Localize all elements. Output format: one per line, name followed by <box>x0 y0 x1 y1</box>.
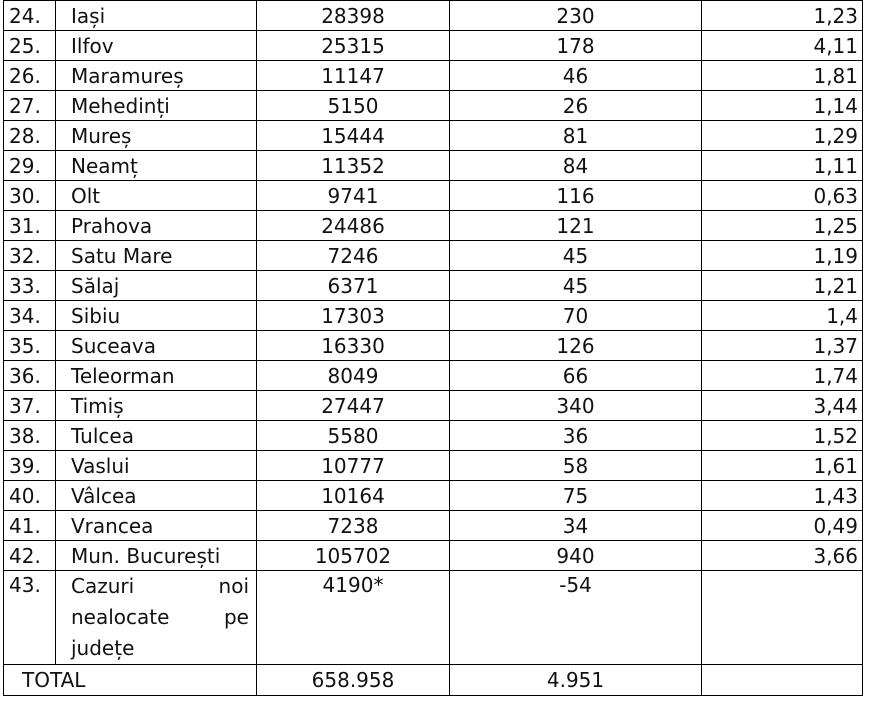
table-row <box>4 481 863 511</box>
row-number: 32. <box>4 241 56 271</box>
table-row <box>4 241 863 271</box>
county-name-cell: Olt <box>56 181 257 211</box>
row-number: 28. <box>4 121 56 151</box>
total-cases-cell: 5150 <box>257 91 450 121</box>
row-number: 31. <box>4 211 56 241</box>
new-cases-cell: 81 <box>450 121 702 151</box>
incidence-rate-cell: 1,4 <box>702 301 863 331</box>
county-name-cell: Maramureș <box>56 61 257 91</box>
table-row <box>4 121 863 151</box>
total-cases-cell: 105702 <box>257 541 450 571</box>
row-number: 42. <box>4 541 56 571</box>
incidence-rate-cell: 1,19 <box>702 241 863 271</box>
incidence-rate-cell: 1,43 <box>702 481 863 511</box>
incidence-rate-cell: 0,63 <box>702 181 863 211</box>
county-name-cell: Teleorman <box>56 361 257 391</box>
total-cases-cell: 5580 <box>257 421 450 451</box>
county-name-cell: Mehedinți <box>56 91 257 121</box>
table-row <box>4 451 863 481</box>
county-name-line: nealocate pe <box>71 605 249 629</box>
table-row <box>4 181 863 211</box>
total-cases-cell: 10777 <box>257 451 450 481</box>
new-cases-cell: 4.951 <box>450 665 702 696</box>
total-cases-cell: 658.958 <box>257 665 450 696</box>
total-cases-cell: 27447 <box>257 391 450 421</box>
total-cases-cell: 11352 <box>257 151 450 181</box>
row-number: 37. <box>4 391 56 421</box>
total-label: TOTAL <box>4 665 257 696</box>
incidence-rate-cell: 1,37 <box>702 331 863 361</box>
incidence-rate-cell: 1,74 <box>702 361 863 391</box>
row-number: 30. <box>4 181 56 211</box>
county-name-cell: Suceava <box>56 331 257 361</box>
incidence-rate-cell: 3,66 <box>702 541 863 571</box>
row-number: 40. <box>4 481 56 511</box>
row-number: 33. <box>4 271 56 301</box>
table-row <box>4 511 863 541</box>
incidence-rate-cell: 1,81 <box>702 61 863 91</box>
total-cases-cell: 10164 <box>257 481 450 511</box>
county-name-cell: Iași <box>56 1 257 31</box>
total-cases-cell: 11147 <box>257 61 450 91</box>
incidence-rate-cell: 1,14 <box>702 91 863 121</box>
table-footer-rows <box>4 571 863 696</box>
county-name-unallocated <box>56 571 249 664</box>
county-name-cell: Sălaj <box>56 271 257 301</box>
row-number: 24. <box>4 1 56 31</box>
county-name-cell: Neamț <box>56 151 257 181</box>
total-cases-cell: 7246 <box>257 241 450 271</box>
incidence-rate-cell: 1,21 <box>702 271 863 301</box>
county-name-cell: Mun. București <box>56 541 257 571</box>
new-cases-cell: 46 <box>450 61 702 91</box>
new-cases-cell: 84 <box>450 151 702 181</box>
incidence-rate-cell <box>702 571 863 665</box>
table-row <box>4 391 863 421</box>
row-number: 34. <box>4 301 56 331</box>
total-cases-cell: 6371 <box>257 271 450 301</box>
table-row-total <box>4 665 863 696</box>
row-number: 26. <box>4 61 56 91</box>
row-number: 43. <box>4 571 56 665</box>
incidence-rate-cell: 1,52 <box>702 421 863 451</box>
table-row-unallocated <box>4 571 863 665</box>
total-cases-cell: 25315 <box>257 31 450 61</box>
table-row <box>4 211 863 241</box>
table-row <box>4 151 863 181</box>
county-name-cell: Satu Mare <box>56 241 257 271</box>
table-row <box>4 541 863 571</box>
county-name-cell: Vrancea <box>56 511 257 541</box>
county-name-line: Cazuri noi <box>71 574 249 598</box>
incidence-rate-cell: 0,49 <box>702 511 863 541</box>
county-name-cell: Vaslui <box>56 451 257 481</box>
row-number: 39. <box>4 451 56 481</box>
county-name-cell: Prahova <box>56 211 257 241</box>
total-cases-cell: 24486 <box>257 211 450 241</box>
total-cases-cell: 15444 <box>257 121 450 151</box>
new-cases-cell: 45 <box>450 241 702 271</box>
county-name-cell: Tulcea <box>56 421 257 451</box>
incidence-rate-cell: 1,29 <box>702 121 863 151</box>
row-number: 41. <box>4 511 56 541</box>
county-name-cell: Sibiu <box>56 301 257 331</box>
total-cases-cell: 9741 <box>257 181 450 211</box>
table-row <box>4 91 863 121</box>
new-cases-cell: 126 <box>450 331 702 361</box>
new-cases-cell: 230 <box>450 1 702 31</box>
new-cases-cell: 66 <box>450 361 702 391</box>
table-row <box>4 361 863 391</box>
county-name-cell: Ilfov <box>56 31 257 61</box>
table-row <box>4 331 863 361</box>
county-name-cell: Timiș <box>56 391 257 421</box>
table-row <box>4 1 863 31</box>
total-cases-cell: 17303 <box>257 301 450 331</box>
total-cases-cell: 28398 <box>257 1 450 31</box>
incidence-rate-cell: 3,44 <box>702 391 863 421</box>
new-cases-cell: 116 <box>450 181 702 211</box>
new-cases-cell: 70 <box>450 301 702 331</box>
new-cases-cell: 26 <box>450 91 702 121</box>
table-row <box>4 421 863 451</box>
new-cases-cell: 121 <box>450 211 702 241</box>
row-number: 29. <box>4 151 56 181</box>
row-number: 38. <box>4 421 56 451</box>
total-cases-cell: 4190* <box>257 571 450 665</box>
new-cases-cell: 36 <box>450 421 702 451</box>
new-cases-cell: -54 <box>450 571 702 665</box>
new-cases-cell: 45 <box>450 271 702 301</box>
table-body <box>4 0 863 571</box>
incidence-rate-cell: 1,11 <box>702 151 863 181</box>
incidence-rate-cell <box>702 665 863 696</box>
row-number: 36. <box>4 361 56 391</box>
new-cases-cell: 178 <box>450 31 702 61</box>
table-row <box>4 301 863 331</box>
incidence-rate-cell: 4,11 <box>702 31 863 61</box>
row-number: 25. <box>4 31 56 61</box>
county-name-cell: Vâlcea <box>56 481 257 511</box>
new-cases-cell: 34 <box>450 511 702 541</box>
county-name-cell <box>56 571 257 665</box>
incidence-rate-cell: 1,61 <box>702 451 863 481</box>
county-name-cell: Mureș <box>56 121 257 151</box>
county-name-line: județe <box>71 636 135 660</box>
new-cases-cell: 340 <box>450 391 702 421</box>
table-row <box>4 271 863 301</box>
row-number: 27. <box>4 91 56 121</box>
total-cases-cell: 7238 <box>257 511 450 541</box>
county-cases-table <box>3 0 863 696</box>
new-cases-cell: 940 <box>450 541 702 571</box>
row-number: 35. <box>4 331 56 361</box>
table-row <box>4 31 863 61</box>
total-cases-cell: 8049 <box>257 361 450 391</box>
new-cases-cell: 75 <box>450 481 702 511</box>
incidence-rate-cell: 1,23 <box>702 1 863 31</box>
total-cases-cell: 16330 <box>257 331 450 361</box>
incidence-rate-cell: 1,25 <box>702 211 863 241</box>
table-row <box>4 61 863 91</box>
new-cases-cell: 58 <box>450 451 702 481</box>
